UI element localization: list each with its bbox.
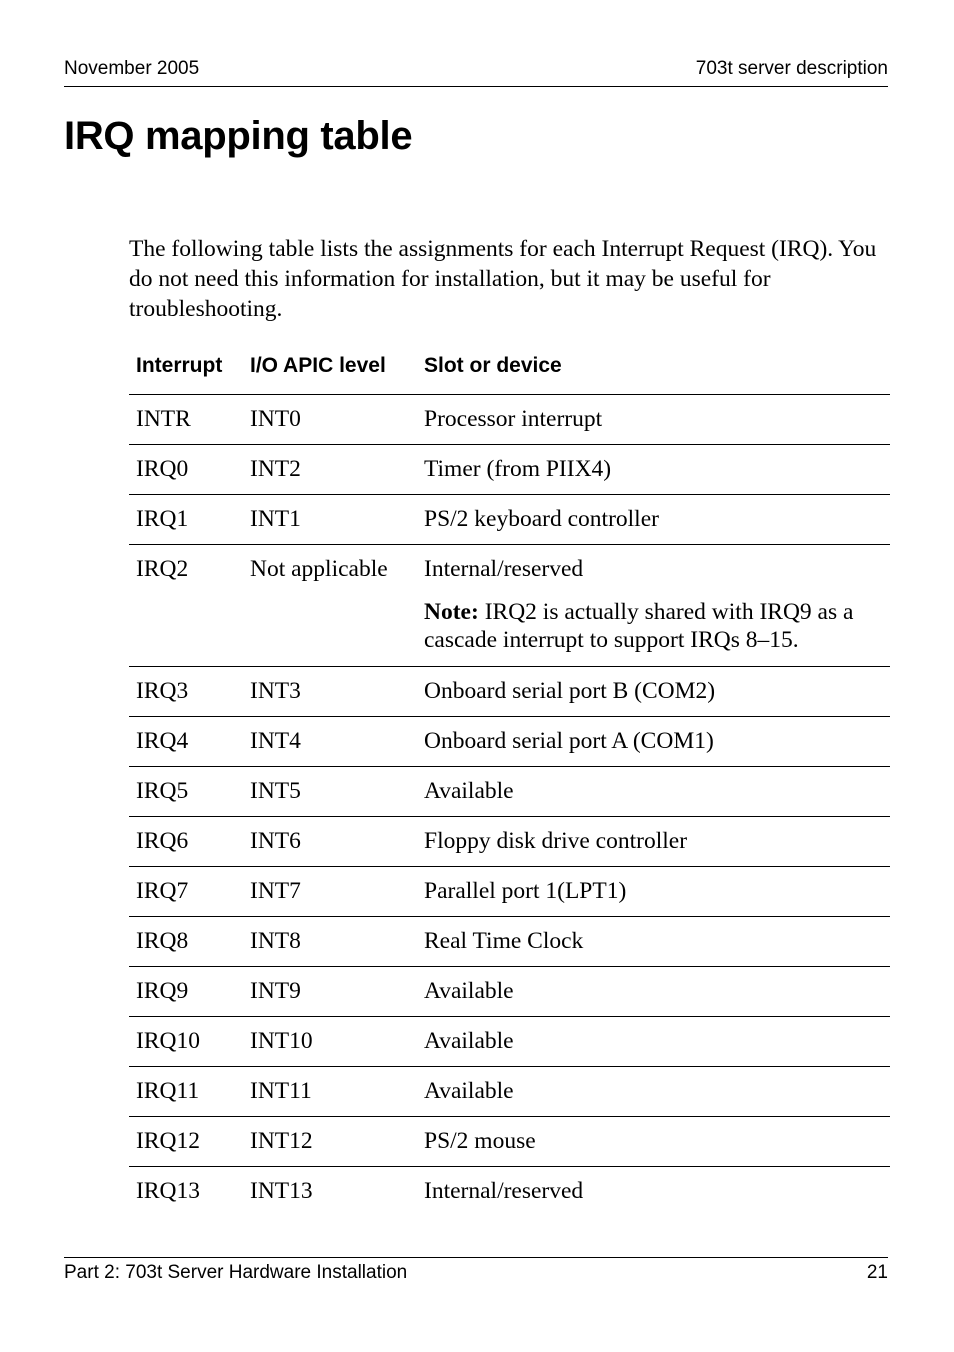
- cell-device: PS/2 mouse: [424, 1128, 536, 1154]
- header-slot-device: Slot or device: [424, 354, 562, 377]
- cell-interrupt: IRQ2: [136, 556, 189, 582]
- header-apic-level: I/O APIC level: [250, 354, 386, 377]
- cell-interrupt: IRQ7: [136, 878, 189, 904]
- cell-interrupt: IRQ12: [136, 1128, 200, 1154]
- note-label: Note:: [424, 599, 479, 625]
- table-row: [129, 917, 890, 967]
- cell-device: Internal/reserved: [424, 1178, 584, 1204]
- cell-device: Timer (from PIIX4): [424, 456, 612, 482]
- cell-apic: INT8: [250, 928, 301, 954]
- table-row: [129, 1167, 890, 1216]
- cell-interrupt: IRQ10: [136, 1028, 200, 1054]
- header-date: November 2005: [64, 58, 200, 79]
- cell-device: Parallel port 1(LPT1): [424, 878, 627, 904]
- cell-device: Available: [424, 1028, 514, 1054]
- cell-interrupt: IRQ9: [136, 978, 189, 1004]
- footer-section: Part 2: 703t Server Hardware Installation: [64, 1262, 408, 1283]
- cell-interrupt: IRQ6: [136, 828, 189, 854]
- cell-interrupt: IRQ11: [136, 1078, 200, 1104]
- table-row: [129, 817, 890, 867]
- table-row: [129, 1117, 890, 1167]
- note-text: IRQ2 is actually shared with IRQ9 as a cascade interrupt to support IRQs 8–15.: [424, 599, 854, 653]
- table-row: [129, 867, 890, 917]
- header-doc-title: 703t server description: [695, 58, 888, 79]
- cell-interrupt: IRQ0: [136, 456, 189, 482]
- table-row: [129, 395, 890, 445]
- table-row: [129, 545, 890, 667]
- cell-interrupt: IRQ1: [136, 506, 189, 532]
- cell-device: Processor interrupt: [424, 406, 603, 432]
- cell-interrupt: IRQ8: [136, 928, 189, 954]
- cell-apic: INT2: [250, 456, 301, 482]
- header-interrupt: Interrupt: [136, 354, 223, 377]
- page-number: 21: [866, 1262, 888, 1283]
- cell-apic: INT7: [250, 878, 301, 904]
- cell-apic: INT5: [250, 778, 301, 804]
- cell-apic: INT9: [250, 978, 301, 1004]
- cell-apic: INT6: [250, 828, 301, 854]
- cell-apic: INT4: [250, 728, 301, 754]
- page-title: IRQ mapping table: [64, 114, 413, 158]
- table-header-row: [129, 344, 890, 395]
- cell-device: Onboard serial port A (COM1): [424, 728, 714, 754]
- cell-apic: INT3: [250, 678, 301, 704]
- cell-device: Real Time Clock: [424, 928, 584, 954]
- cell-apic: INT12: [250, 1128, 313, 1154]
- table-row: [129, 1067, 890, 1117]
- cell-interrupt: IRQ13: [136, 1178, 200, 1204]
- cell-interrupt: IRQ3: [136, 678, 189, 704]
- cell-device: PS/2 keyboard controller: [424, 506, 659, 532]
- table-row: [129, 717, 890, 767]
- intro-paragraph: The following table lists the assignments for each Interrupt Request (IRQ). You do not need this information for installation, but it may be useful for troubleshooting.: [129, 236, 877, 322]
- cell-device: Available: [424, 978, 514, 1004]
- note: [424, 598, 890, 654]
- cell-device: Available: [424, 1078, 514, 1104]
- page-footer: [64, 1257, 888, 1283]
- cell-device: Onboard serial port B (COM2): [424, 678, 716, 704]
- table-row: [129, 445, 890, 495]
- table-row: [129, 667, 890, 717]
- irq-mapping-table: [129, 344, 890, 1216]
- cell-device: Floppy disk drive controller: [424, 828, 688, 854]
- cell-apic: Not applicable: [250, 556, 388, 582]
- cell-interrupt: IRQ4: [136, 728, 189, 754]
- table-row: [129, 967, 890, 1017]
- page-header: [64, 58, 888, 87]
- cell-interrupt: INTR: [136, 406, 191, 432]
- cell-device: Available: [424, 778, 514, 804]
- cell-device: [424, 555, 890, 654]
- cell-apic: INT11: [250, 1078, 312, 1104]
- cell-apic: INT1: [250, 506, 301, 532]
- table-row: [129, 495, 890, 545]
- cell-device-text: Internal/reserved: [424, 556, 584, 582]
- cell-apic: INT10: [250, 1028, 313, 1054]
- cell-apic: INT13: [250, 1178, 313, 1204]
- cell-interrupt: IRQ5: [136, 778, 189, 804]
- table-row: [129, 767, 890, 817]
- table-row: [129, 1017, 890, 1067]
- cell-apic: INT0: [250, 406, 301, 432]
